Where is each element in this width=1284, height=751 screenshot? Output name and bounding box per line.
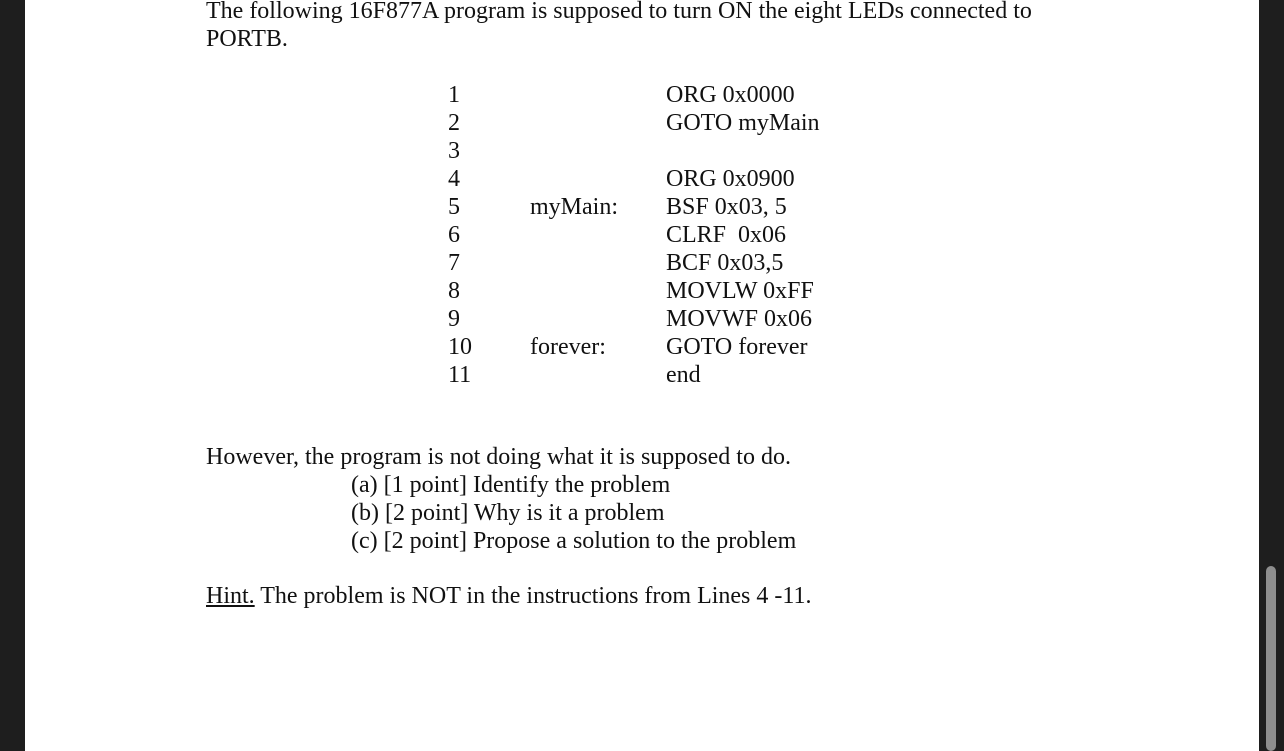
line-number: 11 (448, 362, 472, 388)
code-row (25, 193, 1259, 221)
code-instruction: ORG 0x0000 (666, 82, 795, 108)
code-instruction: GOTO myMain (666, 110, 820, 136)
code-instruction: BCF 0x03,5 (666, 250, 784, 276)
code-row (25, 305, 1259, 333)
code-row (25, 81, 1259, 109)
line-number: 8 (448, 278, 460, 304)
code-label: forever: (530, 334, 606, 360)
line-number: 2 (448, 110, 460, 136)
line-number: 5 (448, 194, 460, 220)
intro-line-1: The following 16F877A program is supposed to turn ON the eight LEDs connected to (206, 0, 1032, 24)
line-number: 1 (448, 82, 460, 108)
vertical-scrollbar-thumb[interactable] (1266, 566, 1276, 751)
code-row (25, 137, 1259, 165)
hint-text: The problem is NOT in the instructions from Lines 4 -11. (254, 583, 812, 609)
code-instruction: CLRF 0x06 (666, 222, 787, 248)
question-b: (b) [2 point] Why is it a problem (351, 500, 665, 526)
question-a: (a) [1 point] Identify the problem (351, 472, 671, 498)
intro-line-2: PORTB. (206, 26, 288, 52)
line-number: 4 (448, 166, 460, 192)
line-number: 3 (448, 138, 460, 164)
viewer-left-frame (0, 0, 25, 751)
code-label: myMain: (530, 194, 618, 220)
intro-paragraph (206, 0, 1066, 53)
code-row (25, 361, 1259, 389)
line-number: 7 (448, 250, 460, 276)
however-paragraph: However, the program is not doing what it is supposed to do. (206, 444, 791, 470)
hint-label: Hint. (206, 583, 255, 609)
hint-paragraph (206, 582, 812, 610)
code-row (25, 165, 1259, 193)
code-row (25, 109, 1259, 137)
code-row (25, 277, 1259, 305)
assembly-code-listing (25, 81, 1259, 389)
code-instruction: MOVWF 0x06 (666, 306, 813, 332)
line-number: 10 (448, 334, 472, 360)
code-instruction: MOVLW 0xFF (666, 278, 814, 304)
code-row (25, 249, 1259, 277)
document-page (25, 0, 1259, 751)
code-row (25, 221, 1259, 249)
code-instruction: BSF 0x03, 5 (666, 194, 787, 220)
line-number: 9 (448, 306, 460, 332)
line-number: 6 (448, 222, 460, 248)
question-c: (c) [2 point] Propose a solution to the problem (351, 528, 797, 554)
question-list (351, 471, 796, 555)
code-instruction: ORG 0x0900 (666, 166, 795, 192)
code-instruction: GOTO forever (666, 334, 808, 360)
code-instruction: end (666, 362, 701, 388)
code-row (25, 333, 1259, 361)
